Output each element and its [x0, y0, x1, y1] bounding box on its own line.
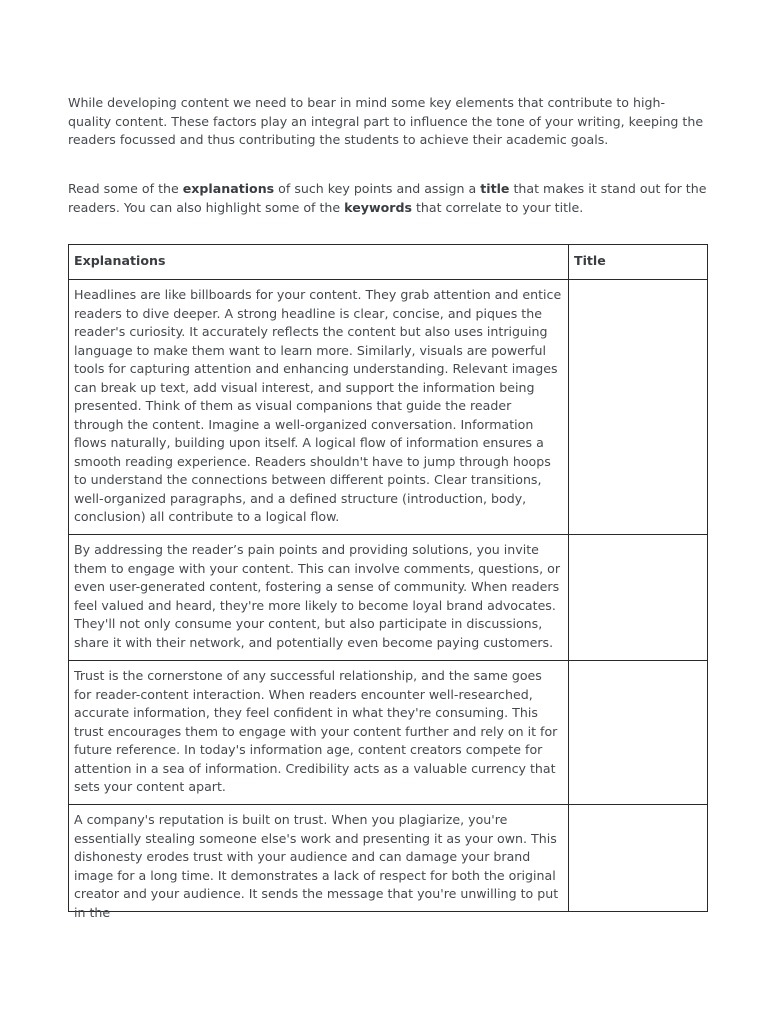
instructions-text-1: Read some of the: [68, 181, 183, 196]
table-row: [69, 661, 708, 805]
table-row: [69, 280, 708, 535]
table-header-row: [69, 245, 708, 280]
table-row: [69, 535, 708, 661]
instructions-text-2: of such key points and assign a: [274, 181, 481, 196]
explanation-cell: [69, 661, 569, 805]
instructions-text-3: that makes it stand out for the readers. You can also highlight some of the: [68, 181, 707, 215]
explanation-cell: [69, 280, 569, 535]
explanation-text: A company's reputation is built on trust. When you plagiarize, you're essentially stealing someone else's work and presenting it as your own. This dishonesty erodes trust with your audience and can damage your brand image for a long time. It demonstrates a lack of respect for both the original creator and your audience. It sends the message that you're unwilling to put in the: [74, 812, 559, 920]
title-cell[interactable]: [569, 280, 708, 535]
explanation-cell: [69, 805, 569, 920]
title-cell[interactable]: [569, 535, 708, 661]
header-explanations: Explanations: [69, 245, 569, 280]
explanation-text: Headlines are like billboards for your content. They grab attention and entice readers to dive deeper. A strong headline is clear, concise, and piques the reader's curiosity. It accurately reflects the content but also uses intriguing language to make them want to learn more. Similarly, visuals are powerful tools for capturing attention and enhancing understanding. Relevant images can break up text, add visual interest, and support the information being presented. Think of them as visual companions that guide the reader through the content. Imagine a well-organized conversation. Information flows naturally, building upon itself. A logical flow of information ensures a smooth reading experience. Readers shouldn't have to jump through hoops to understand the connections between different points. Clear transitions, well-organized paragraphs, and a defined structure (introduction, body, conclusion) all contribute to a logical flow.: [74, 287, 562, 524]
explanation-cell: [69, 535, 569, 661]
explanations-table: [68, 244, 708, 920]
instructions-paragraph: [68, 179, 708, 217]
header-title: Title: [569, 245, 708, 280]
title-cell[interactable]: [569, 661, 708, 805]
instructions-text-4: that correlate to your title.: [411, 200, 584, 215]
intro-paragraph: While developing content we need to bear in mind some key elements that contribute to high-quality content. These factors play an integral part to influence the tone of your writing, keeping the readers focussed and thus contributing the students to achieve their academic goals.: [68, 95, 704, 147]
title-cell[interactable]: [569, 805, 708, 912]
keyword-keywords: keywords: [344, 200, 412, 215]
table-row: [69, 805, 708, 912]
explanation-text: By addressing the reader’s pain points and providing solutions, you invite them to engage with your content. This can involve comments, questions, or even user-generated content, fostering a sense of community. When readers feel valued and heard, they're more likely to become loyal brand advocates. They'll not only consume your content, but also participate in discussions, share it with their network, and potentially even become paying customers.: [74, 542, 561, 650]
explanation-text: Trust is the cornerstone of any successful relationship, and the same goes for reader-content interaction. When readers encounter well-researched, accurate information, they feel confident in what they're consuming. This trust encourages them to engage with your content further and rely on it for future reference. In today's information age, content creators compete for attention in a sea of information. Credibility acts as a valuable currency that sets your content apart.: [74, 668, 558, 794]
keyword-explanations: explanations: [182, 181, 275, 196]
keyword-title: title: [480, 181, 510, 196]
